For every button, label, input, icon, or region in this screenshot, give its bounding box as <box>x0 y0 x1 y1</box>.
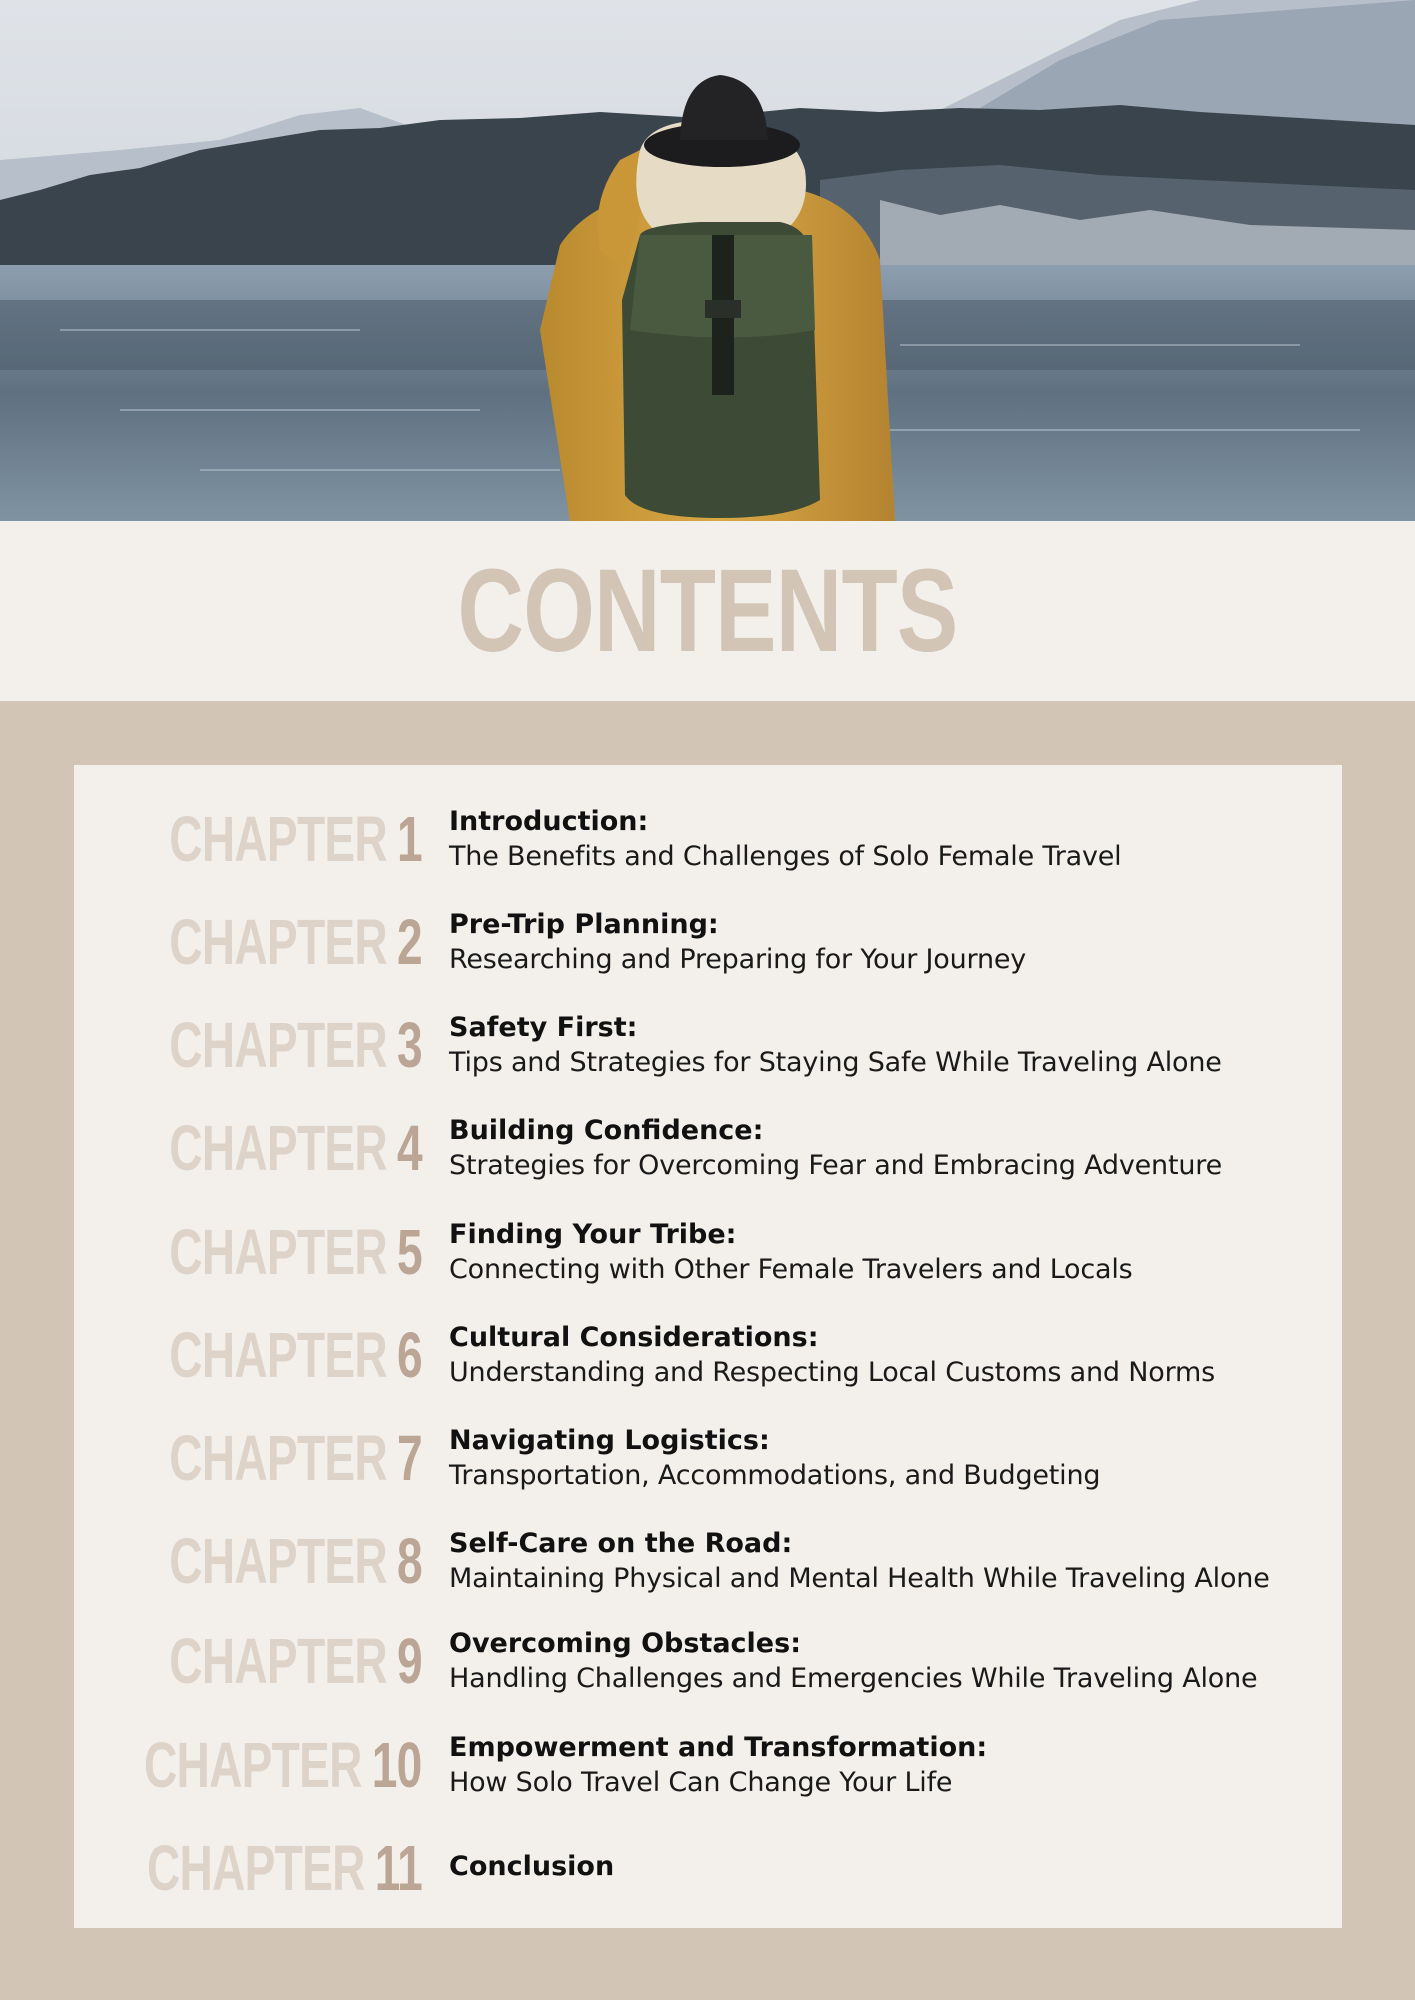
toc-row <box>74 1420 1342 1510</box>
toc-entry <box>449 1321 1329 1391</box>
toc-row <box>74 1007 1342 1097</box>
chapter-word: CHAPTER <box>169 1525 388 1597</box>
toc-entry <box>449 805 1329 875</box>
chapter-number: 5 <box>397 1216 422 1288</box>
entry-title: Safety First: <box>449 1012 638 1043</box>
chapter-label <box>169 904 422 980</box>
chapter-word: CHAPTER <box>144 1729 363 1801</box>
entry-subtitle: Transportation, Accommodations, and Budgeting <box>449 1460 1101 1491</box>
chapter-number: 10 <box>372 1729 422 1801</box>
chapter-word: CHAPTER <box>169 1112 388 1184</box>
chapter-word: CHAPTER <box>169 1319 388 1391</box>
entry-title: Introduction: <box>449 806 649 837</box>
entry-title: Navigating Logistics: <box>449 1425 770 1456</box>
chapter-number: 2 <box>397 906 422 978</box>
toc-row <box>74 1623 1342 1713</box>
entry-title: Self-Care on the Road: <box>449 1528 793 1559</box>
chapter-label <box>169 1420 422 1496</box>
entry-subtitle: Strategies for Overcoming Fear and Embracing Adventure <box>449 1150 1222 1181</box>
chapter-number: 3 <box>397 1009 422 1081</box>
entry-subtitle: Maintaining Physical and Mental Health While Traveling Alone <box>449 1563 1270 1594</box>
chapter-label <box>147 1830 422 1906</box>
toc-entry <box>449 1850 1329 1884</box>
title-band <box>0 521 1415 701</box>
chapter-word: CHAPTER <box>169 1009 388 1081</box>
toc-entry <box>449 908 1329 978</box>
chapter-number: 8 <box>397 1525 422 1597</box>
toc-entry <box>449 1731 1329 1801</box>
entry-subtitle: How Solo Travel Can Change Your Life <box>449 1767 953 1798</box>
chapter-word: CHAPTER <box>146 1832 365 1904</box>
toc-row <box>74 1727 1342 1817</box>
entry-subtitle: Handling Challenges and Emergencies While Traveling Alone <box>449 1663 1258 1694</box>
chapter-label <box>169 1317 422 1393</box>
chapter-label <box>169 801 422 877</box>
chapter-label <box>144 1727 422 1803</box>
chapter-word: CHAPTER <box>169 1216 388 1288</box>
entry-subtitle: Tips and Strategies for Staying Safe While Traveling Alone <box>449 1047 1222 1078</box>
chapter-number: 11 <box>374 1832 422 1904</box>
toc-row <box>74 801 1342 891</box>
toc-entry <box>449 1527 1329 1597</box>
contents-card <box>74 765 1342 1928</box>
toc-row <box>74 1110 1342 1200</box>
chapter-number: 1 <box>397 803 422 875</box>
entry-title: Overcoming Obstacles: <box>449 1628 801 1659</box>
toc-row <box>74 1830 1342 1920</box>
chapter-number: 4 <box>397 1112 422 1184</box>
toc-entry <box>449 1627 1329 1697</box>
page-title: CONTENTS <box>457 545 958 677</box>
chapter-number: 9 <box>397 1625 422 1697</box>
hero-photo <box>0 0 1415 521</box>
chapter-label <box>169 1110 422 1186</box>
entry-title: Pre-Trip Planning: <box>449 909 719 940</box>
chapter-label <box>169 1214 422 1290</box>
chapter-label <box>169 1007 422 1083</box>
chapter-word: CHAPTER <box>169 1625 388 1697</box>
entry-subtitle: Researching and Preparing for Your Journey <box>449 944 1027 975</box>
toc-entry <box>449 1011 1329 1081</box>
chapter-label <box>169 1523 422 1599</box>
entry-title: Conclusion <box>449 1851 615 1882</box>
entry-subtitle: The Benefits and Challenges of Solo Female Travel <box>449 841 1122 872</box>
toc-entry <box>449 1114 1329 1184</box>
chapter-number: 7 <box>397 1422 422 1494</box>
entry-title: Building Confidence: <box>449 1115 764 1146</box>
entry-title: Cultural Considerations: <box>449 1322 819 1353</box>
entry-subtitle: Connecting with Other Female Travelers and Locals <box>449 1254 1133 1285</box>
entry-title: Empowerment and Transformation: <box>449 1732 988 1763</box>
toc-row <box>74 1523 1342 1613</box>
chapter-label <box>169 1623 422 1699</box>
entry-title: Finding Your Tribe: <box>449 1219 737 1250</box>
toc-row <box>74 1317 1342 1407</box>
toc-row <box>74 904 1342 994</box>
chapter-word: CHAPTER <box>169 803 388 875</box>
chapter-number: 6 <box>397 1319 422 1391</box>
entry-subtitle: Understanding and Respecting Local Customs and Norms <box>449 1357 1215 1388</box>
toc-entry <box>449 1218 1329 1288</box>
chapter-word: CHAPTER <box>169 1422 388 1494</box>
toc-entry <box>449 1424 1329 1494</box>
toc-row <box>74 1214 1342 1304</box>
chapter-word: CHAPTER <box>169 906 388 978</box>
